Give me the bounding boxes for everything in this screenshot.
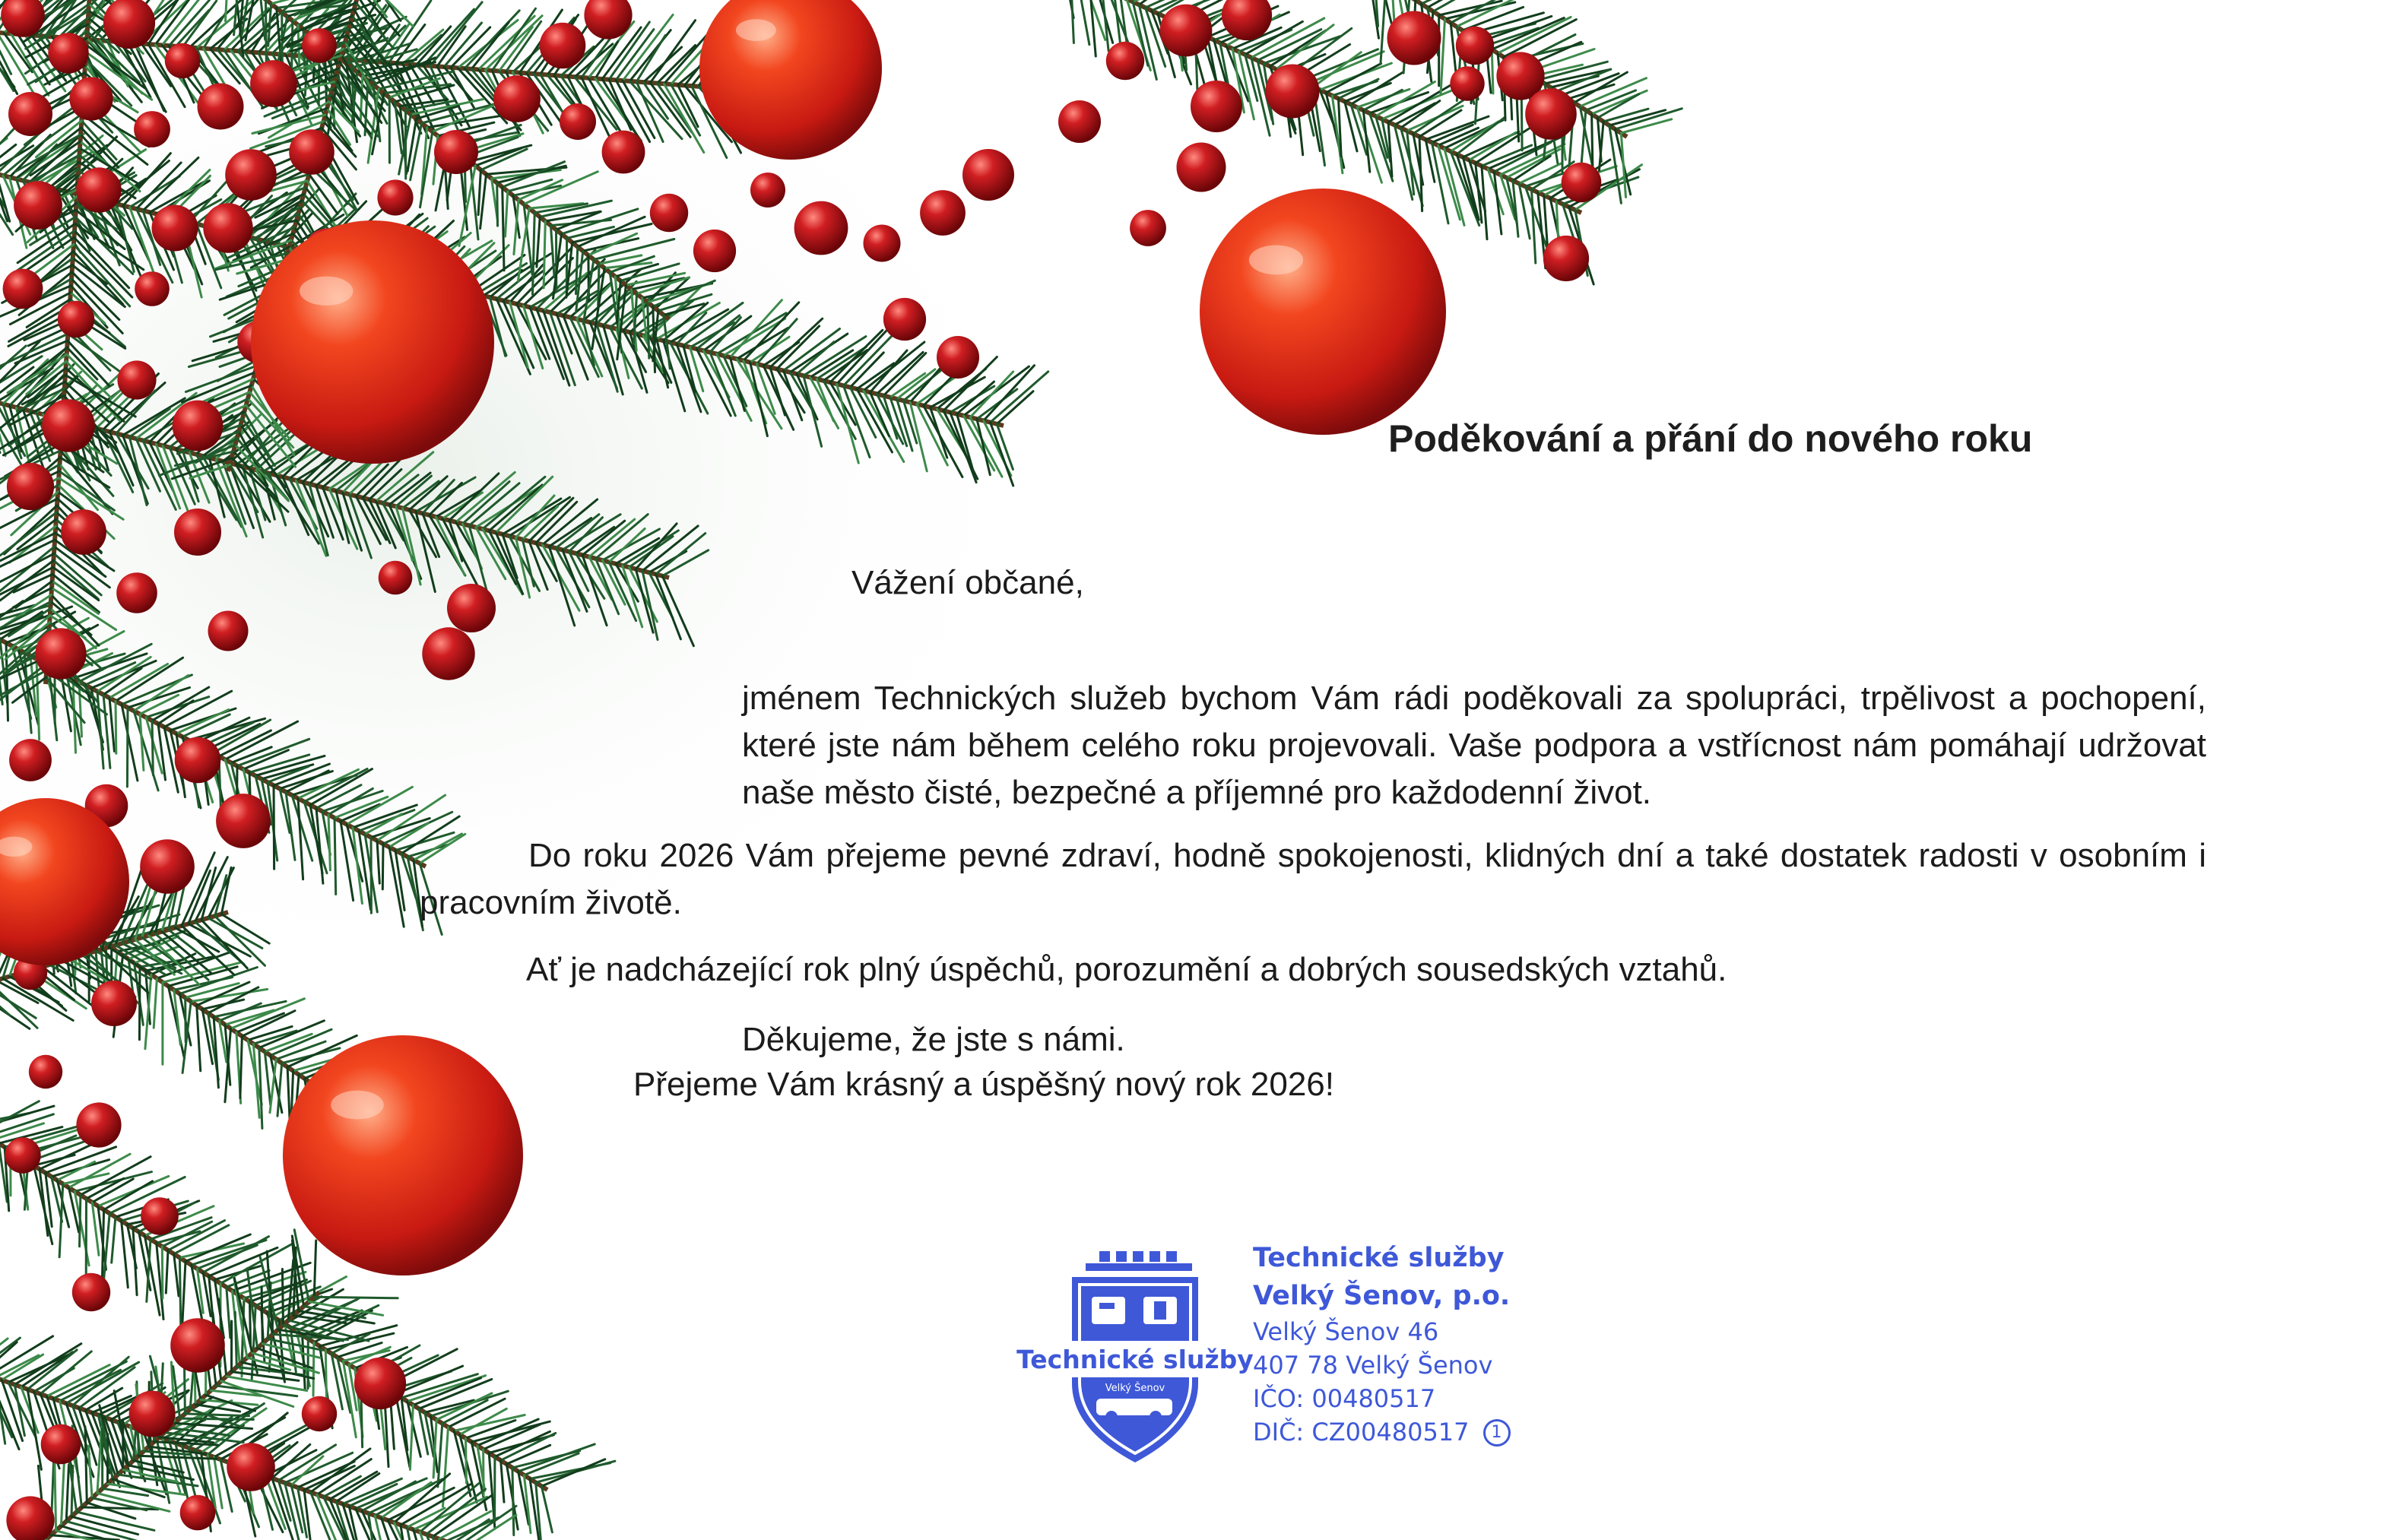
berry — [1543, 236, 1589, 281]
berry — [7, 463, 54, 510]
fir-needle — [1077, 0, 1089, 45]
berry — [540, 23, 586, 69]
ornament-ball — [251, 220, 494, 464]
fir-needle — [1121, 0, 1127, 42]
berry — [883, 298, 926, 341]
fir-needle — [1070, 0, 1073, 43]
greeting: Vážení občané, — [851, 564, 1084, 601]
paragraph-year-wish: Ať je nadcházející rok plný úspěchů, porozumění a dobrých sousedských vztahů. — [526, 951, 1727, 988]
fir-needle — [162, 1247, 163, 1298]
berry — [1058, 100, 1101, 143]
ornament-ball — [283, 1035, 523, 1275]
fir-needle — [122, 1221, 128, 1288]
fir-needle — [14, 1344, 81, 1385]
berry — [794, 201, 848, 255]
berry — [14, 181, 62, 230]
fir-needle — [250, 1302, 251, 1345]
fir-needle — [227, 1287, 230, 1338]
fir-needle — [154, 978, 157, 1028]
berry — [58, 301, 94, 337]
fir-needle — [443, 1428, 449, 1507]
fir-needle — [133, 1228, 137, 1295]
closing-thanks: Děkujeme, že jste s námi. — [742, 1021, 1125, 1058]
berry — [8, 92, 52, 136]
berry — [447, 584, 496, 632]
berry — [3, 269, 43, 309]
fir-needle — [138, 1456, 216, 1459]
technical-services-shield-logo — [1016, 1247, 1254, 1467]
fir-needle — [449, 1399, 506, 1427]
fir-needle — [313, 1342, 314, 1396]
berry — [72, 1273, 110, 1311]
berry — [434, 130, 478, 174]
berry — [750, 173, 785, 208]
berry — [379, 561, 413, 595]
fir-needle — [0, 1336, 53, 1375]
page-title: Poděkování a přání do nového roku — [1388, 417, 2033, 460]
berry — [174, 509, 221, 556]
paragraph-wishes: Do roku 2026 Vám přejeme pevné zdraví, hodně spokojenosti, klidných dní a také dostatek radosti v osobním i pracovním životě. — [420, 837, 2206, 921]
fir-needle — [265, 1052, 270, 1105]
paragraph-thanks: jménem Technických služeb bychom Vám rádi poděkovali za spolupráci, trpělivost a pochopení, které jste nám během celého roku projevovali. Vaše podpora a vstřícnost nám pomáhají udržovat naše město čisté, bezpečné a příjemné pro každodenní život. — [742, 680, 2206, 811]
berry — [650, 194, 688, 232]
berry — [61, 509, 106, 555]
fir-needle — [82, 1507, 159, 1510]
berry — [1177, 143, 1226, 192]
fir-needle — [1381, 0, 1392, 24]
berry — [1130, 210, 1166, 246]
closing-new-year: Přejeme Vám krásný a úspěšný nový rok 2026! — [633, 1066, 1335, 1103]
berry — [560, 103, 596, 140]
berry — [1387, 11, 1441, 65]
fir-needle — [438, 1424, 442, 1487]
fir-needle — [466, 1438, 467, 1483]
berry — [602, 131, 645, 174]
berry — [227, 1443, 275, 1491]
fir-needle — [108, 1484, 186, 1494]
fir-needle — [512, 1468, 514, 1535]
berry — [76, 167, 121, 212]
fir-needle — [21, 1352, 73, 1387]
fir-needle — [1441, 19, 1445, 94]
berry — [864, 225, 901, 262]
fir-needle — [127, 708, 128, 787]
fir-needle — [0, 988, 30, 1028]
fir-needle — [72, 1357, 128, 1405]
fir-needle — [66, 1465, 68, 1521]
berry — [165, 43, 200, 78]
berry — [175, 737, 221, 784]
ornament-highlight — [736, 19, 776, 41]
berry — [198, 84, 244, 130]
berry — [289, 129, 335, 175]
berry — [920, 190, 966, 236]
fir-needle — [152, 721, 153, 775]
berry — [1450, 66, 1484, 100]
berry — [693, 230, 736, 272]
fir-needle — [541, 1486, 552, 1532]
berry — [91, 981, 137, 1026]
berry — [180, 1495, 216, 1531]
fir-needle — [1609, 125, 1622, 203]
berry — [1106, 42, 1144, 80]
ornament-highlight — [300, 277, 353, 306]
berry — [1562, 163, 1602, 203]
fir-needle — [85, 1427, 87, 1503]
berry — [302, 28, 337, 63]
fir-needle — [1451, 23, 1456, 74]
berry — [1456, 27, 1494, 65]
fir-needle — [166, 1250, 168, 1293]
fir-needle — [497, 183, 498, 227]
fir-needle — [195, 1405, 240, 1412]
berry — [129, 1391, 176, 1437]
berry — [35, 628, 86, 679]
berry — [302, 1396, 337, 1431]
fir-needle — [235, 1312, 236, 1367]
fir-needle — [303, 1335, 306, 1389]
stamp-name-line-1: Technické služby — [1253, 1243, 1505, 1273]
fir-needle — [197, 1006, 201, 1071]
fir-needle — [240, 1036, 243, 1098]
berry — [76, 1102, 121, 1147]
ornament-highlight — [1249, 246, 1303, 275]
berry — [250, 60, 297, 107]
fir-needle — [1621, 133, 1625, 197]
berry — [6, 1496, 54, 1540]
berry — [69, 77, 113, 120]
berry — [422, 627, 474, 680]
fir-needle — [185, 1414, 249, 1416]
berry — [117, 360, 156, 399]
fir-needle — [1532, 189, 1536, 263]
berry — [216, 794, 271, 848]
logo-text: Technické služby — [1016, 1345, 1254, 1374]
berry — [41, 1424, 81, 1465]
fir-needle — [80, 1195, 81, 1247]
stamp-dic: DIČ: CZ00480517 — [1253, 1418, 1470, 1447]
stamp-ico: IČO: 00480517 — [1253, 1384, 1436, 1413]
berry — [170, 1318, 225, 1373]
fir-needle — [1388, 81, 1458, 122]
fir-needle — [1381, 0, 1386, 64]
fir-needle — [55, 1462, 56, 1531]
berry — [140, 839, 195, 894]
berry — [937, 336, 979, 379]
berry — [1160, 5, 1213, 57]
berry — [1266, 65, 1320, 119]
ornament-ball — [1200, 189, 1446, 435]
fir-needle — [648, 303, 649, 359]
ornament-highlight — [331, 1091, 384, 1120]
berry — [962, 149, 1014, 201]
fir-needle — [27, 1389, 41, 1470]
berry — [116, 572, 157, 613]
fir-needle — [1357, 89, 1410, 107]
berry — [135, 271, 170, 306]
fir-needle — [382, 844, 383, 889]
berry — [225, 149, 277, 201]
fir-needle — [174, 1254, 179, 1296]
fir-needle — [61, 1462, 64, 1526]
berry — [48, 33, 88, 73]
fir-needle — [282, 1269, 283, 1326]
fir-needle — [112, 1217, 116, 1263]
fir-needle — [97, 1428, 102, 1494]
stamp-name-line-2: Velký Šenov, p.o. — [1253, 1281, 1511, 1311]
berry — [9, 739, 52, 781]
berry — [1525, 88, 1577, 140]
fir-needle — [1314, 52, 1362, 87]
berry — [354, 1358, 406, 1409]
stamp-address-1: Velký Šenov 46 — [1253, 1317, 1439, 1346]
fir-needle — [335, 818, 336, 895]
fir-needle — [1507, 149, 1560, 177]
fir-needle — [242, 1011, 295, 1037]
berry — [377, 179, 413, 215]
berry — [42, 399, 95, 452]
berry — [134, 111, 170, 147]
berry — [152, 205, 198, 252]
organization-stamp — [1253, 1239, 1511, 1449]
fir-needle — [168, 1221, 225, 1250]
berry — [1191, 81, 1242, 132]
berry — [29, 1055, 62, 1088]
stamp-address-2: 407 78 Velký Šenov — [1253, 1351, 1493, 1380]
fir-needle — [314, 1297, 398, 1298]
berry — [208, 611, 249, 651]
berry — [173, 401, 224, 452]
berry — [5, 1137, 40, 1173]
fir-needle — [501, 1460, 504, 1502]
logo-subtext: Velký Šenov — [1105, 1383, 1165, 1394]
fir-needle — [1492, 49, 1493, 93]
berry — [141, 1197, 179, 1235]
fir-needle — [1422, 0, 1492, 4]
stamp-mark: 1 — [1483, 1419, 1511, 1447]
berry — [203, 203, 252, 252]
fir-needle — [330, 1472, 377, 1499]
berry — [493, 75, 541, 122]
